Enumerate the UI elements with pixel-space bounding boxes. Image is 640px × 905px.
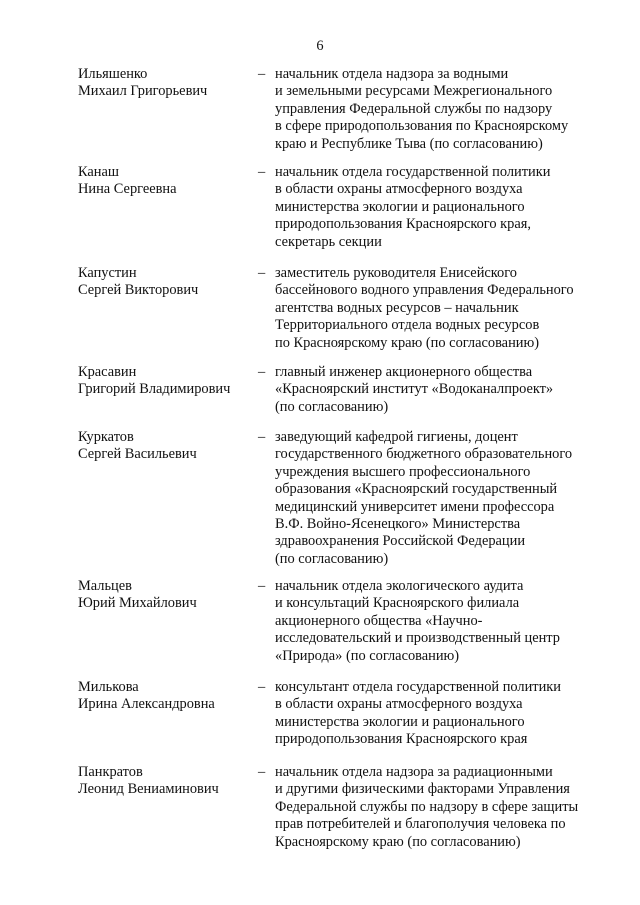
description-line: бассейнового водного управления Федерального (275, 282, 574, 299)
description-line: агентства водных ресурсов – начальник (275, 299, 519, 316)
description-line: заведующий кафедрой гигиены, доцент (275, 429, 518, 445)
person-name (78, 364, 258, 399)
description-line: (по согласованию) (275, 398, 389, 415)
description-line: по Красноярскому краю (по согласованию) (275, 334, 540, 351)
surname: Ильяшенко (78, 66, 148, 82)
position-description (275, 429, 625, 568)
description-line: прав потребителей и благополучия человека по (275, 816, 566, 833)
person-name (78, 679, 258, 714)
description-line: (по согласованию) (275, 550, 389, 567)
position-description (275, 265, 625, 352)
person-name (78, 265, 258, 300)
description-line: консультант отдела государственной политики (275, 679, 561, 695)
person-name (78, 66, 258, 101)
dash-separator: – (258, 578, 266, 594)
surname: Панкратов (78, 764, 143, 780)
description-line: в области охраны атмосферного воздуха (275, 696, 523, 713)
position-description (275, 364, 625, 416)
description-line: образования «Красноярский государственный (275, 481, 558, 498)
person-name (78, 429, 258, 464)
description-line: и земельными ресурсами Межрегионального (275, 83, 553, 100)
description-line: главный инженер акционерного общества (275, 364, 533, 380)
dash-separator: – (258, 764, 266, 780)
description-line: Территориального отдела водных ресурсов (275, 317, 540, 334)
description-line: Федеральной службы по надзору в сфере защиты (275, 798, 579, 815)
description-line: министерства экологии и рационального (275, 713, 525, 730)
description-line: начальник отдела экологического аудита (275, 578, 524, 594)
dash-separator: – (258, 164, 266, 180)
given-names: Михаил Григорьевич (78, 83, 208, 100)
description-line: начальник отдела надзора за радиационными (275, 764, 553, 780)
surname: Канаш (78, 164, 119, 180)
page-number: 6 (316, 38, 324, 54)
description-line: в области охраны атмосферного воздуха (275, 181, 523, 198)
description-line: Красноярскому краю (по согласованию) (275, 833, 521, 850)
position-description (275, 679, 625, 749)
description-line: начальник отдела государственной политики (275, 164, 551, 180)
description-line: и другими физическими факторами Управления (275, 781, 570, 798)
description-line: здравоохранения Российской Федерации (275, 533, 526, 550)
position-description (275, 578, 625, 665)
surname: Капустин (78, 265, 137, 281)
given-names: Юрий Михайлович (78, 595, 197, 612)
given-names: Нина Сергеевна (78, 181, 177, 198)
dash-separator: – (258, 364, 266, 380)
description-line: краю и Республике Тыва (по согласованию) (275, 135, 543, 152)
dash-separator: – (258, 679, 266, 695)
dash-separator: – (258, 66, 266, 82)
description-line: медицинский университет имени профессора (275, 498, 555, 515)
given-names: Ирина Александровна (78, 696, 215, 713)
position-description (275, 764, 625, 851)
description-line: В.Ф. Войно-Ясенецкого» Министерства (275, 516, 521, 533)
given-names: Леонид Вениаминович (78, 781, 219, 798)
description-line: «Красноярский институт «Водоканалпроект» (275, 381, 554, 398)
given-names: Григорий Владимирович (78, 381, 231, 398)
description-line: и консультаций Красноярского филиала (275, 595, 520, 612)
description-line: природопользования Красноярского края (275, 731, 528, 748)
description-line: начальник отдела надзора за водными (275, 66, 509, 82)
dash-separator: – (258, 265, 266, 281)
given-names: Сергей Васильевич (78, 446, 197, 463)
description-line: учреждения высшего профессионального (275, 463, 531, 480)
person-name (78, 578, 258, 613)
position-description (275, 164, 625, 251)
description-line: «Природа» (по согласованию) (275, 647, 460, 664)
person-name (78, 164, 258, 199)
surname: Милькова (78, 679, 139, 695)
description-line: в сфере природопользования по Красноярскому (275, 118, 569, 135)
description-line: акционерного общества «Научно- (275, 612, 483, 629)
given-names: Сергей Викторович (78, 282, 199, 299)
surname: Мальцев (78, 578, 132, 594)
dash-separator: – (258, 429, 266, 445)
description-line: государственного бюджетного образовательного (275, 446, 573, 463)
description-line: управления Федеральной службы по надзору (275, 100, 553, 117)
description-line: министерства экологии и рационального (275, 198, 525, 215)
description-line: заместитель руководителя Енисейского (275, 265, 517, 281)
position-description (275, 66, 625, 153)
description-line: секретарь секции (275, 233, 382, 250)
surname: Куркатов (78, 429, 134, 445)
person-name (78, 764, 258, 799)
surname: Красавин (78, 364, 137, 380)
description-line: природопользования Красноярского края, (275, 216, 531, 233)
description-line: исследовательский и производственный центр (275, 630, 560, 647)
